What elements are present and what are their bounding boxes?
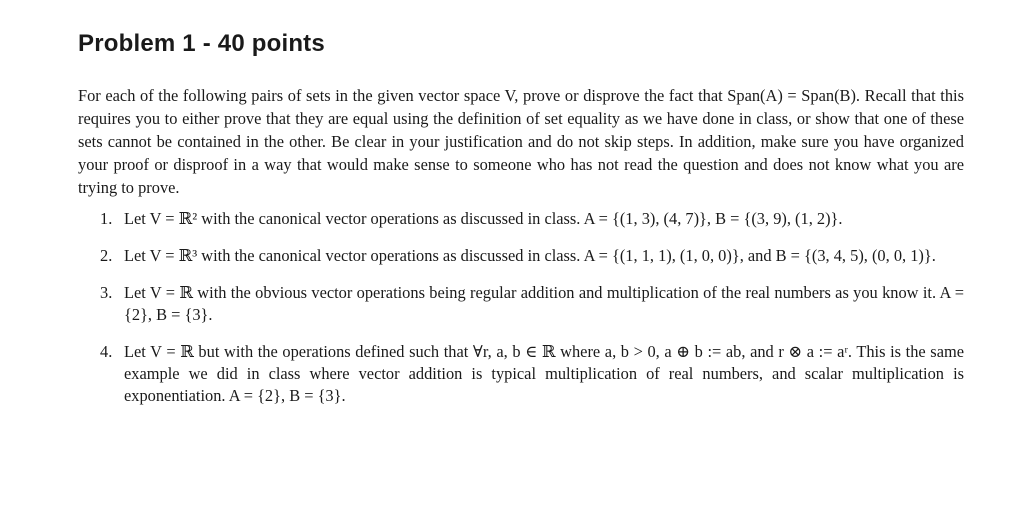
problem-item-number: 3.: [100, 283, 113, 302]
problem-item-1: [78, 208, 964, 230]
problem-item-2: [78, 245, 964, 267]
problem-instructions: For each of the following pairs of sets in the given vector space V, prove or disprove the fact that Span(A) = Span(B). Recall that this requires you to either prove that they are equal using the definition of set equality as we have done in class, or show that one of these sets cannot be contained in the other. Be clear in your justification and do not skip steps. In addition, make sure you have organized your proof or disproof in a way that would make sense to someone who has not read the question and does not know what you are trying to prove.: [78, 86, 964, 197]
problem-item-number: 1.: [100, 209, 113, 228]
problem-item-3: [78, 282, 964, 326]
problem-page: [78, 30, 964, 422]
problem-item-text: Let V = ℝ² with the canonical vector operations as discussed in class. A = {(1, 3), (4, 7)}, B = {(3, 9), (1, 2)}.: [124, 209, 843, 228]
problem-item-number: 2.: [100, 246, 113, 265]
problem-item-text: Let V = ℝ but with the operations defined such that ∀r, a, b ∈ ℝ where a, b > 0, a ⊕ b := ab, and r ⊗ a := aʳ. This is the same example we did in class where vector addition is typical multiplication of real numbers, and scalar multiplication is exponentiation. A = {2}, B = {3}.: [124, 342, 964, 405]
problem-item-text: Let V = ℝ³ with the canonical vector operations as discussed in class. A = {(1, 1, 1), (1, 0, 0)}, and B = {(3, 4, 5), (0, 0, 1)}.: [124, 246, 936, 265]
problem-list: [78, 208, 964, 407]
problem-item-4: [78, 341, 964, 407]
problem-title: Problem 1 - 40 points: [78, 30, 325, 57]
problem-item-number: 4.: [100, 342, 113, 361]
problem-item-text: Let V = ℝ with the obvious vector operations being regular addition and multiplication of the real numbers as you know it. A = {2}, B = {3}.: [124, 283, 964, 324]
